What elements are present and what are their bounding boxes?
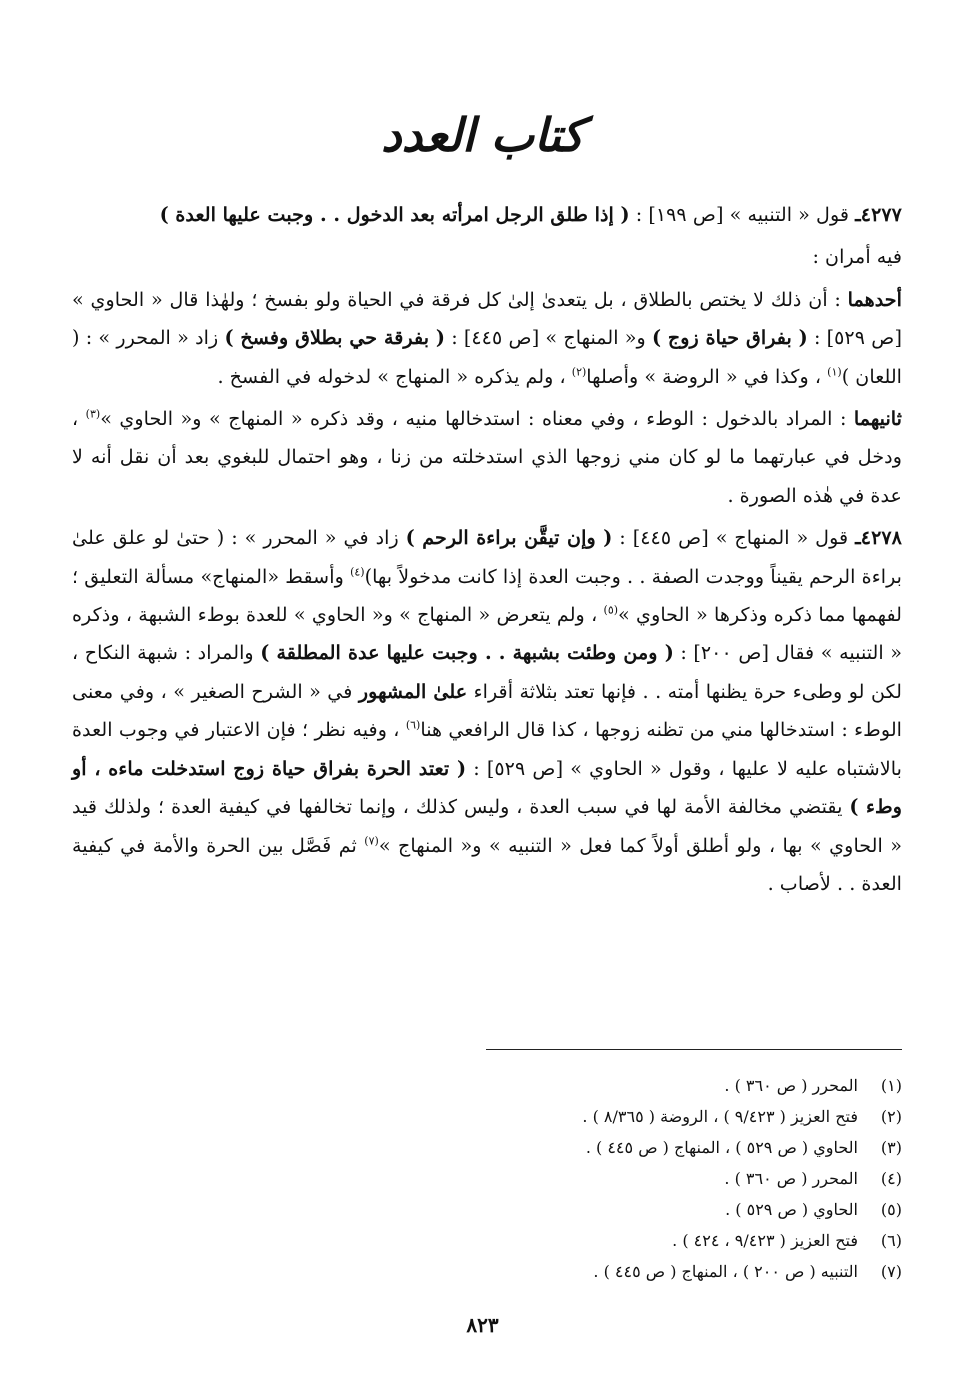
footnote-text: الحاوي ( ص ٥٢٩ ) .: [725, 1200, 858, 1219]
quoted-text: ( إذا طلق الرجل امرأته بعد الدخول . . وجبت عليها العدة ): [159, 203, 630, 226]
footnote-divider: [486, 1049, 902, 1050]
footnote: [486, 1163, 902, 1194]
footnote-ref: (٧): [364, 834, 379, 848]
paragraph-4278: ٤٢٧٨ـ قول « المنهاج » [ص ٤٤٥] : ( وإن تيقَّن براءة الرحم ) زاد في « المحرر » : ( حتىٰ لو علق علىٰ براءة الرحم يقيناً ووجدت الصفة . . وجبت العدة إذا كانت مدخولاً بها)$^{(٤)}$ وأسقط «المنهاج» مسألة التعليق ؛ لفهمها مما ذكره وذكرها « الحاوي »$^{(٥)}$ ، ولم يتعرض « المنهاج » و« الحاوي » للعدة بوطء الشبهة ، وذكره « التنبيه » فقال [ص ٢٠٠] : ( ومن وطئت بشبهة . . وجبت عليها عدة المطلقة ) والمراد : شبهة النكاح ، لكن لو وطىء حرة يظنها أمته . . فإنها تعتد بثلاثة أقراء علىٰ المشهور في « الشرح الصغير » ، وفي معنى الوطء : استدخالها مني من تظنه زوجها ، كذا قال الرافعي هنا$^{(٦)}$ ، وفيه نظر ؛ فإن الاعتبار في وجوب العدة بالاشتباه عليه لا عليها ، وقول « الحاوي » [ص ٥٢٩] : ( تعتد الحرة بفراق حياة زوج استدخلت ماءه ، أو وطء ) يقتضي مخالفة الأمة لها في سبب العدة ، وليس كذلك ، وإنما تخالفها في كيفية العدة ؛ ولذلك قيد « الحاوي » بها ، ولو أطلق أولاً كما فعل « التنبيه » و« المنهاج »$^{(٧)}$ ثم فَصَّل بين الحرة والأمة في كيفية العدة . . لأصاب .: [72, 526, 903, 895]
footnote-number: (٥): [880, 1200, 902, 1219]
footnote-number: (٦): [880, 1231, 902, 1250]
paragraph-second-matter: ثانيهما : المراد بالدخول : الوطء ، وفي معناه : استدخالها منيه ، وقد ذكره « المنهاج » و« الحاوي »$^{(٣)}$ ، ودخل في عبارتهما ما لو كان مني زوجها الذي استدخلته من زنا ، وهو احتمال للبغوي بعد أن نقل أنه لا عدة في هٰذه الصورة .: [72, 407, 902, 507]
issue-number: ٤٢٧٧ـ: [855, 203, 902, 226]
footnote-text: المحرر ( ص ٣٦٠ ) .: [724, 1076, 858, 1095]
footnote-number: (٤): [880, 1169, 902, 1188]
footnote-ref: (١): [827, 365, 842, 379]
footnote-ref: (٣): [85, 407, 101, 421]
lead-word: ثانيهما: [853, 407, 902, 431]
main-text: [72, 196, 902, 903]
footnote: [486, 1101, 902, 1132]
footnote-text: التنبيه ( ص ٢٠٠ ) ، المنهاج ( ص ٤٤٥ ) .: [593, 1262, 858, 1281]
footnote-ref: (٤): [350, 565, 365, 579]
footnote: [486, 1256, 902, 1287]
footnote-number: (٢): [880, 1107, 902, 1126]
footnote: [486, 1070, 902, 1101]
footnote: [486, 1194, 902, 1225]
paragraph-first-matter: أحدهما : أن ذلك لا يختص بالطلاق ، بل يتعدىٰ إلىٰ كل فرقة في الحياة ولو بفسخ ؛ ولهٰذا قال « الحاوي » [ص ٥٢٩] : ( بفراق حياة زوج ) و« المنهاج » [ص ٤٤٥] : ( بفرقة حي بطلاق وفسخ ) زاد « المحرر » : ( اللعان )$^{(١)}$ ، وكذا في « الروضة » وأصلها$^{(٢)}$ ، ولم يذكره « المنهاج » لدخوله في الفسخ .: [72, 287, 902, 388]
book-title: كتاب العدد: [381, 108, 584, 162]
footnote-text: فتح العزيز ( ٩/٤٢٣ ) ، الروضة ( ٨/٣٦٥ ) .: [582, 1107, 858, 1126]
paragraph-two-matters: فيه أمران :: [812, 245, 902, 269]
footnote-ref: (٢): [571, 365, 587, 379]
footnote-text: الحاوي ( ص ٥٢٩ ) ، المنهاج ( ص ٤٤٥ ) .: [585, 1138, 858, 1157]
footnote-ref: (٥): [603, 603, 619, 617]
footnote-text: فتح العزيز ( ٩/٤٢٣ ، ٤٢٤ ) .: [672, 1231, 858, 1250]
issue-number: ٤٢٧٨ـ: [855, 526, 902, 550]
footnote-number: (١): [880, 1076, 902, 1095]
footnote-number: (٧): [880, 1262, 902, 1281]
footnote: [486, 1225, 902, 1256]
footnote-ref: (٦): [405, 718, 421, 732]
lead-word: أحدهما: [847, 287, 902, 311]
page-number: ٨٢٣: [466, 1313, 499, 1337]
footnote: [486, 1132, 902, 1163]
footnotes: [486, 1070, 902, 1287]
paragraph-4277: ٤٢٧٧ـ قول « التنبيه » [ص ١٩٩] : ( إذا طلق الرجل امرأته بعد الدخول . . وجبت عليها العدة ): [159, 203, 902, 226]
footnote-number: (٣): [880, 1138, 902, 1157]
footnote-text: المحرر ( ص ٣٦٠ ) .: [724, 1169, 858, 1188]
